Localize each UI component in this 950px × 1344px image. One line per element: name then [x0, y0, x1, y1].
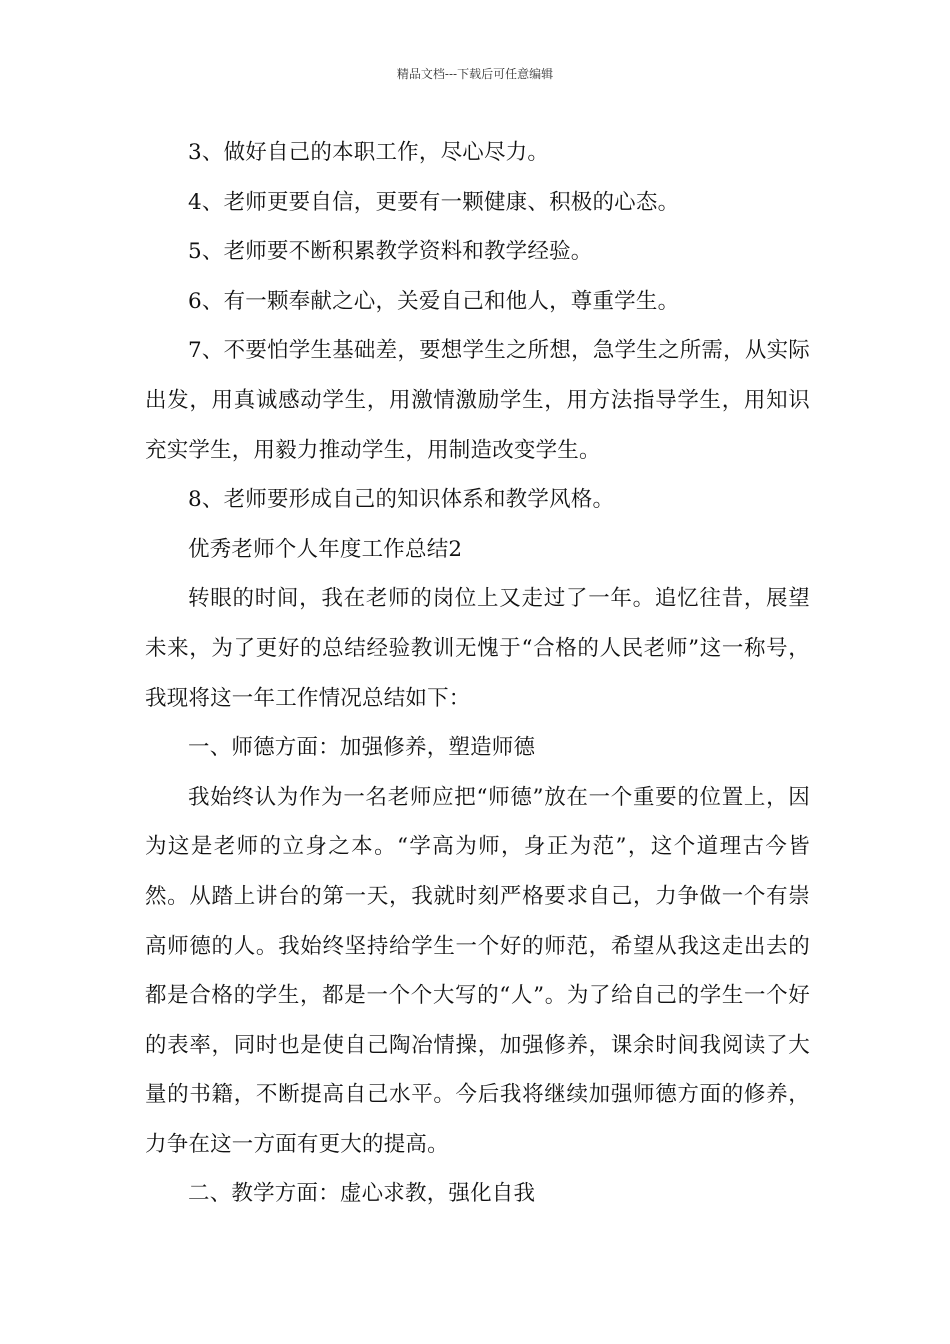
list-item-5: 5、老师要不断积累教学资料和教学经验。	[188, 239, 593, 265]
ethics-paragraph: 我始终认为作为一名老师应把“师德”放在一个重要的位置上，因为这是老师的立身之本。“学高为师，身正为范”，这个道理古今皆然。从踏上讲台的第一天，我就时刻严格要求自己，力争做一个有崇高师德的人。我始终坚持给学生一个好的师范，希望从我这走出去的都是合格的学生，都是一个个大写的“人”。为了给自己的学生一个好的表率，同时也是使自己陶冶情操，加强修养，课余时间我阅读了大量的书籍，不断提高自己水平。今后我将继续加强师德方面的修养，力争在这一方面有更大的提高。	[145, 784, 810, 1157]
list-item-8: 8、老师要形成自己的知识体系和教学风格。	[188, 487, 615, 513]
list-item-4: 4、老师更要自信，更要有一颗健康、积极的心态。	[188, 189, 680, 215]
list-item-6: 6、有一颗奉献之心，关爱自己和他人，尊重学生。	[188, 288, 680, 314]
list-item-3: 3、做好自己的本职工作，尽心尽力。	[188, 140, 550, 165]
heading-teaching: 二、教学方面：虚心求教，强化自我	[188, 1181, 536, 1207]
intro-paragraph: 转眼的时间，我在老师的岗位上又走过了一年。追忆往昔，展望未来，为了更好的总结经验教训无愧于“合格的人民老师”这一称号，我现将这一年工作情况总结如下：	[145, 586, 810, 711]
document-body	[145, 128, 810, 1219]
heading-ethics: 一、师德方面：加强修养，塑造师德	[188, 735, 536, 761]
list-item-7: 7、不要怕学生基础差，要想学生之所想，急学生之所需，从实际出发，用真诚感动学生，用激情激励学生，用方法指导学生，用知识充实学生，用毅力推动学生，用制造改变学生。	[145, 338, 810, 463]
page-header: 精品文档---下载后可任意编辑	[396, 67, 554, 81]
section-title: 优秀老师个人年度工作总结2	[188, 536, 463, 562]
